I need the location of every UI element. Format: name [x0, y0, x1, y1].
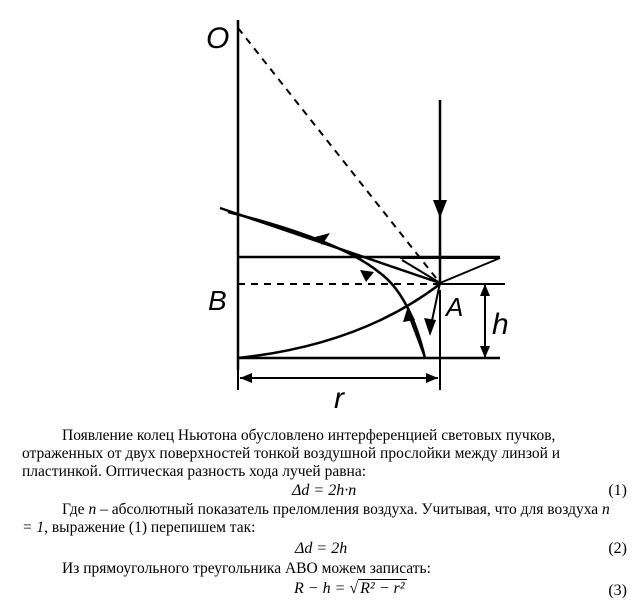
equation-2-number: (2) [608, 540, 627, 557]
para2-var-n-eq: n = 1 [22, 501, 610, 536]
eq3-left: R − h = [294, 580, 350, 597]
h-arrow-top [480, 284, 490, 296]
r-arrow-left [240, 373, 252, 383]
label-h: h [492, 308, 509, 341]
label-a: A [446, 292, 464, 322]
label-o: O [206, 22, 230, 55]
equation-2: Δd = 2h [295, 540, 348, 557]
equation-1-number: (1) [608, 482, 627, 499]
label-b: B [208, 285, 227, 316]
label-r: r [334, 382, 344, 415]
equation-3 [294, 580, 407, 598]
para2-part-d: , выражение (1) перепишем так: [44, 519, 256, 536]
ray-down-arrow [424, 318, 436, 336]
equation-3-number: (3) [608, 582, 627, 599]
lens-edge-diag [440, 258, 500, 283]
sqrt-sign: √ [349, 580, 359, 597]
eq3-radicand: R² − r² [360, 580, 405, 597]
incident-ray-arrow [433, 200, 447, 218]
lens-surface-curve [238, 284, 440, 358]
para2-var-n: n [88, 501, 97, 518]
r-arrow-right [426, 373, 438, 383]
h-arrow-bottom [480, 346, 490, 358]
ray-upward [410, 318, 425, 358]
para2-part-a: Где [62, 501, 89, 518]
reflected-ray-lower-arrow [360, 270, 374, 282]
paragraph-intro: Появление колец Ньютона обусловлено интерференцией световых пучков, отраженных от двух поверхностей тонкой воздушной прослойки между линзой и пластинкой. Оптическая разность хода лучей равна: [22, 427, 561, 480]
para2-part-b: – абсолютный показатель преломления воздуха. Учитывая, что для воздуха [96, 501, 603, 518]
dashed-radius-line [238, 28, 440, 283]
paragraph-triangle: Из прямоугольного треугольника АВО можем записать: [62, 560, 431, 577]
equation-1: Δd = 2h·n [292, 482, 357, 499]
paragraph-refractive-index [22, 501, 622, 537]
